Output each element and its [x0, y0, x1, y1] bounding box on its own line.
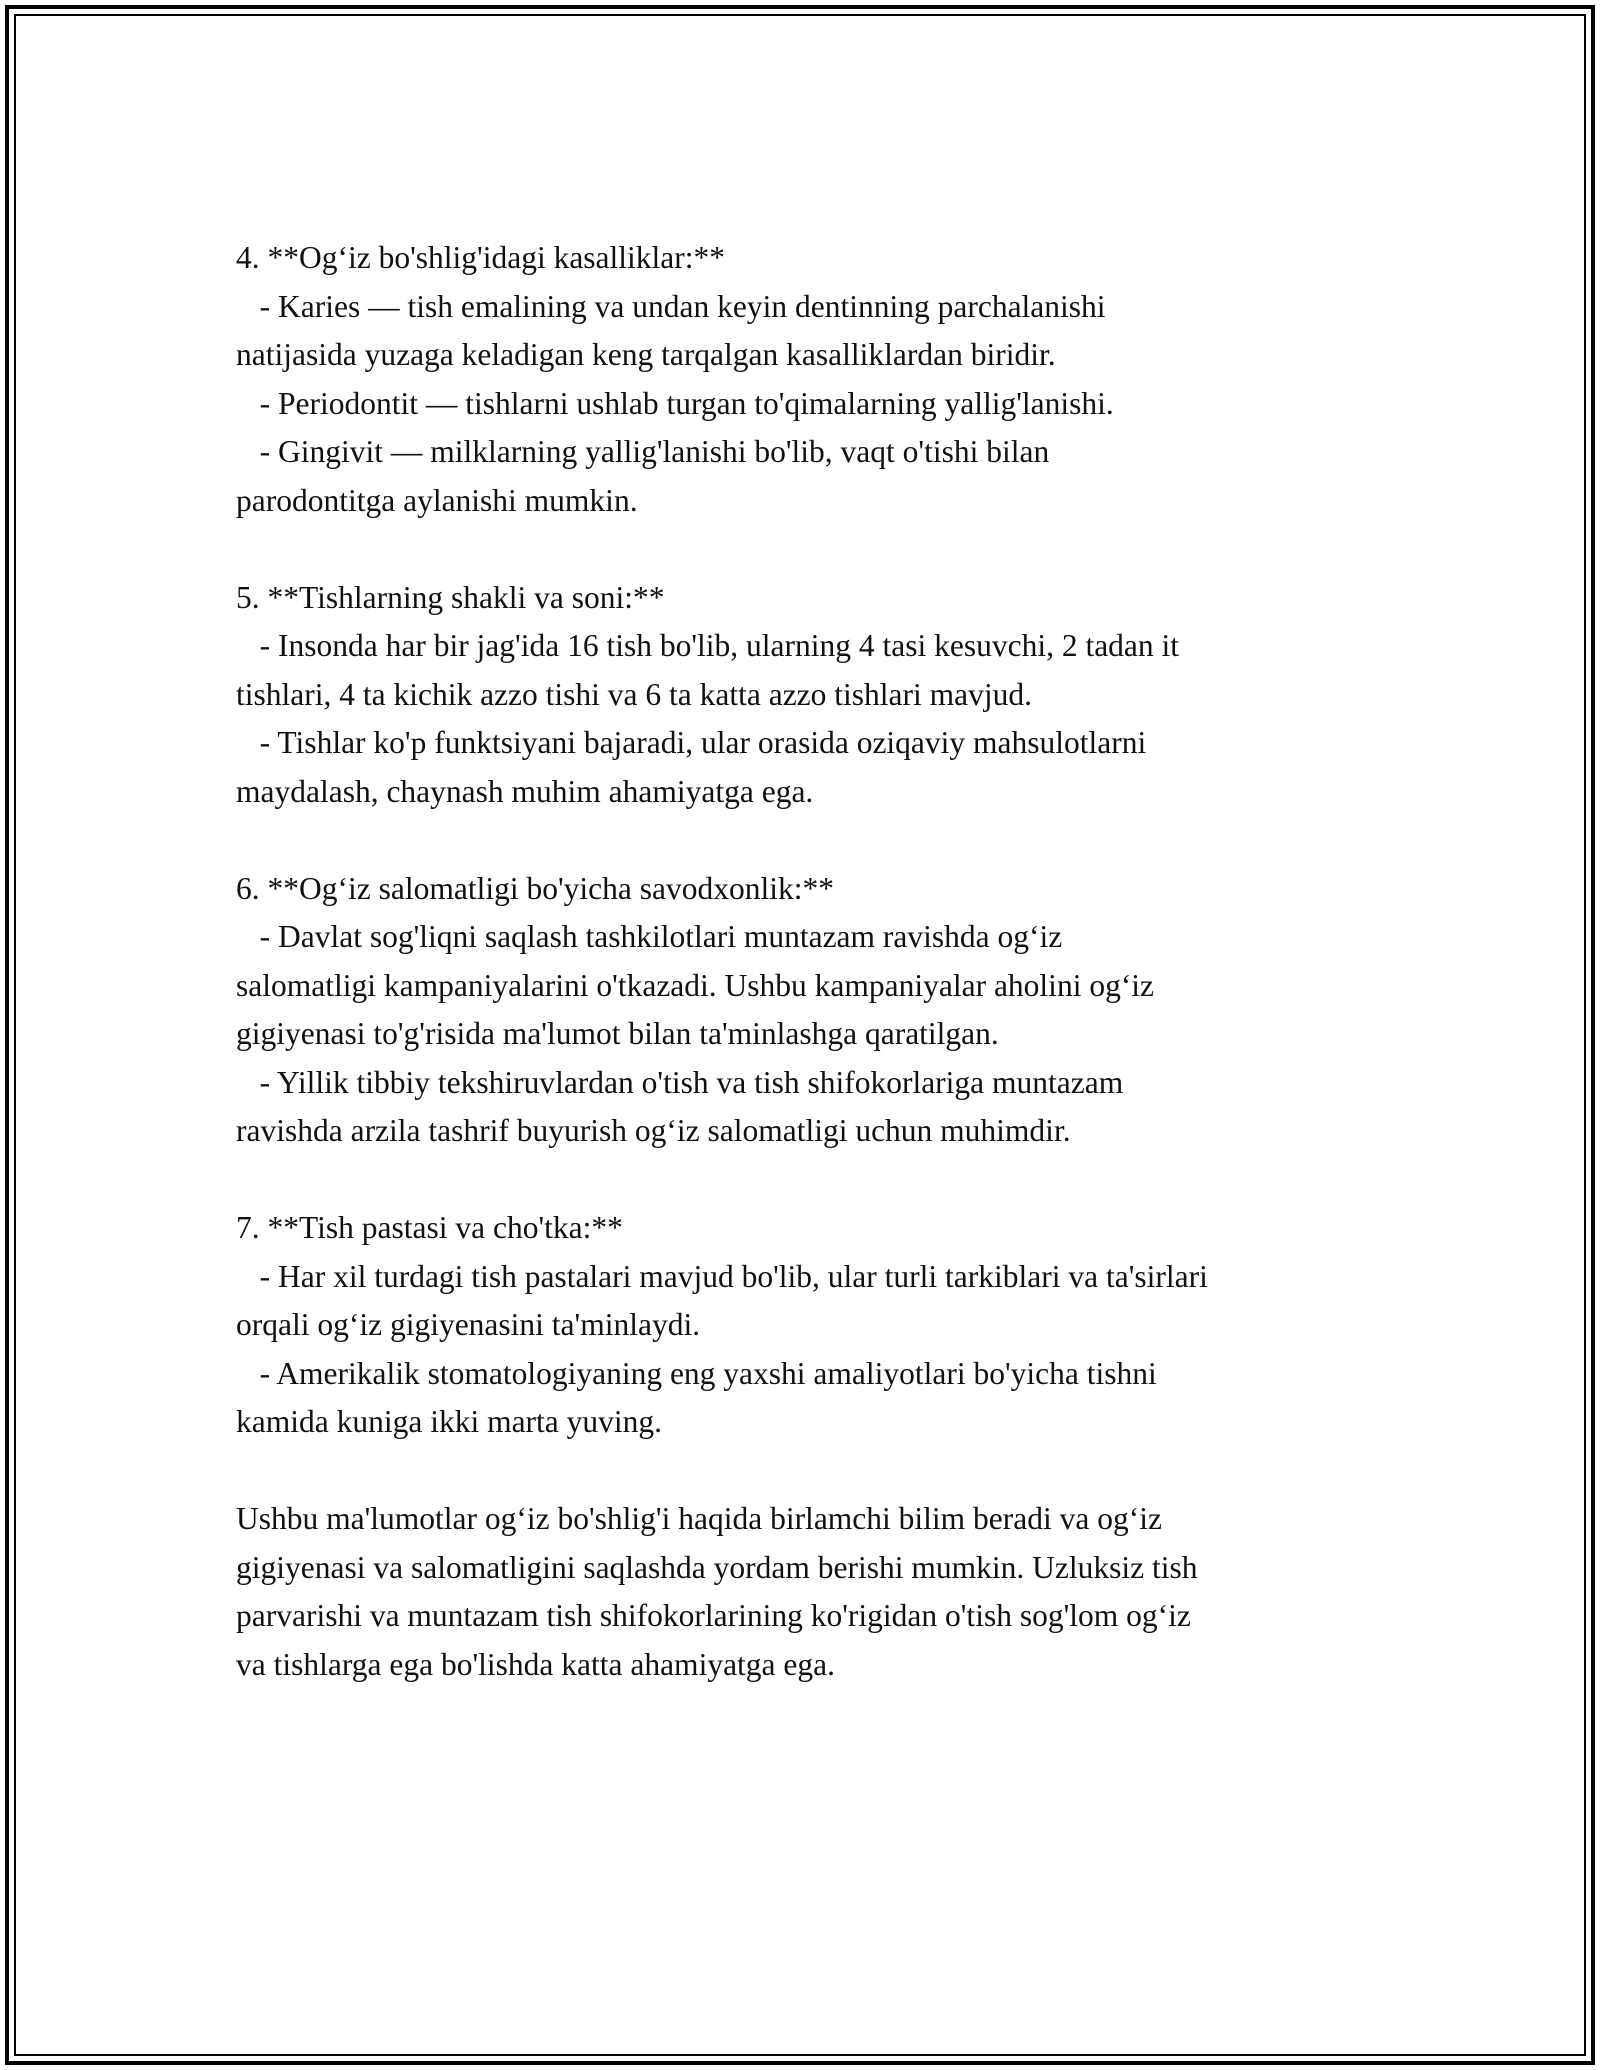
paragraph-gap	[236, 1447, 1376, 1496]
text-line: parodontitga aylanishi mumkin.	[236, 482, 638, 518]
section-toothpaste-brush	[236, 1204, 1376, 1447]
text-line: - Yillik tibbiy tekshiruvlardan o'tish va tish shifokorlariga muntazam	[236, 1064, 1124, 1100]
text-line: tishlari, 4 ta kichik azzo tishi va 6 ta katta azzo tishlari mavjud.	[236, 676, 1033, 712]
text-line: - Periodontit — tishlarni ushlab turgan to'qimalarning yallig'lanishi.	[236, 385, 1114, 421]
text-line: kamida kuniga ikki marta yuving.	[236, 1404, 663, 1439]
section-heading: 7. **Tish pastasi va cho'tka:**	[236, 1210, 623, 1245]
section-teeth-shape-count	[236, 574, 1376, 817]
text-line: - Karies — tish emalining va undan keyin dentinning parchalanishi	[236, 288, 1106, 324]
text-line: maydalash, chaynash muhim ahamiyatga ega.	[236, 773, 814, 809]
paragraph-gap	[236, 816, 1376, 865]
section-heading: 4. **Og‘iz bo'shlig'idagi kasalliklar:**	[236, 240, 726, 275]
text-line: gigiyenasi to'g'risida ma'lumot bilan ta'minlashga qaratilgan.	[236, 1016, 999, 1051]
text-line: va tishlarga ega bo'lishda katta ahamiyatga ega.	[236, 1646, 835, 1682]
text-line: - Har xil turdagi tish pastalari mavjud bo'lib, ular turli tarkiblari va ta'sirlari	[236, 1258, 1208, 1294]
text-line: parvarishi va muntazam tish shifokorlarining ko'rigidan o'tish sog'lom og‘iz	[236, 1598, 1191, 1633]
text-line: ravishda arzila tashrif buyurish og‘iz salomatligi uchun muhimdir.	[236, 1113, 1071, 1148]
text-line: Ushbu ma'lumotlar og‘iz bo'shlig'i haqida birlamchi bilim beradi va og‘iz	[236, 1501, 1162, 1536]
section-heading: 6. **Og‘iz salomatligi bo'yicha savodxonlik:**	[236, 870, 834, 906]
text-line: - Tishlar ko'p funktsiyani bajaradi, ular orasida oziqaviy mahsulotlarni	[236, 725, 1147, 760]
text-line: orqali og‘iz gigiyenasini ta'minlaydi.	[236, 1307, 701, 1342]
section-oral-diseases	[236, 234, 1376, 525]
section-heading: 5. **Tishlarning shakli va soni:**	[236, 579, 665, 615]
conclusion-paragraph	[236, 1495, 1376, 1689]
document-body	[236, 234, 1376, 1689]
text-line: salomatligi kampaniyalarini o'tkazadi. Ushbu kampaniyalar aholini og‘iz	[236, 967, 1155, 1003]
text-line: - Insonda har bir jag'ida 16 tish bo'lib, ularning 4 tasi kesuvchi, 2 tadan it	[236, 628, 1180, 663]
text-line: gigiyenasi va salomatligini saqlashda yordam berishi mumkin. Uzluksiz tish	[236, 1549, 1198, 1585]
paragraph-gap	[236, 525, 1376, 574]
section-oral-health-literacy	[236, 865, 1376, 1156]
paragraph-gap	[236, 1156, 1376, 1205]
text-line: - Davlat sog'liqni saqlash tashkilotlari muntazam ravishda og‘iz	[236, 919, 1063, 954]
text-line: natijasida yuzaga keladigan keng tarqalgan kasalliklardan biridir.	[236, 337, 1056, 372]
text-line: - Amerikalik stomatologiyaning eng yaxshi amaliyotlari bo'yicha tishni	[236, 1355, 1157, 1391]
text-line: - Gingivit — milklarning yallig'lanishi bo'lib, vaqt o'tishi bilan	[236, 434, 1050, 469]
